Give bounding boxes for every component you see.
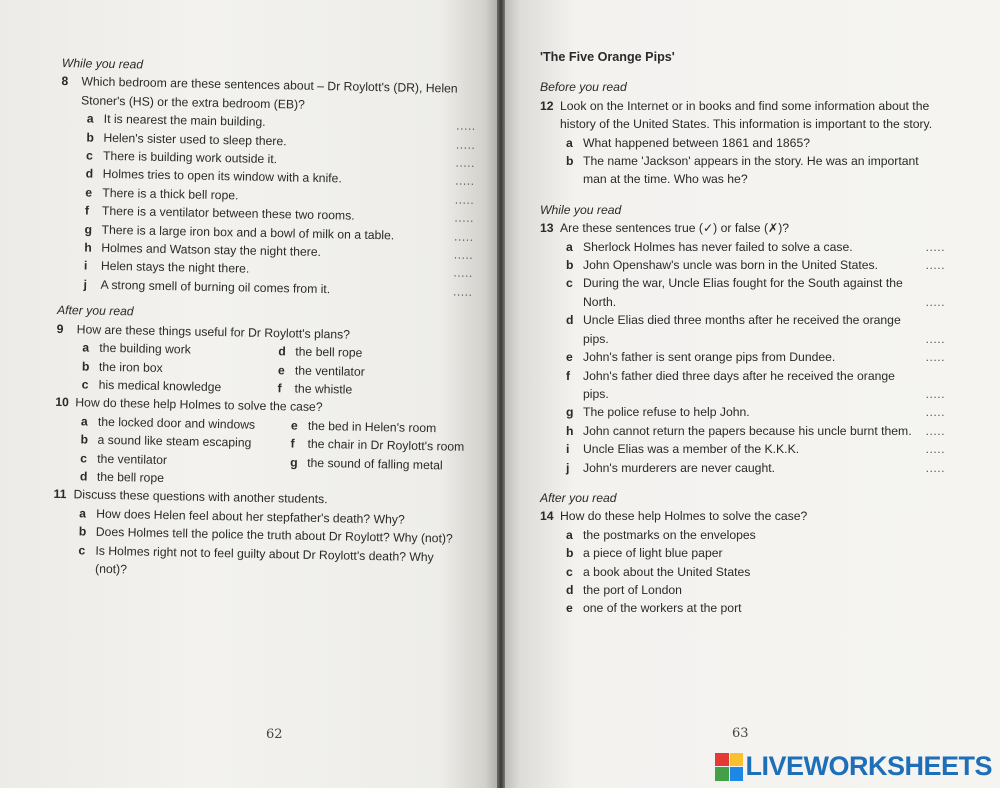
item-text: John Openshaw's uncle was born in the United States. bbox=[583, 258, 878, 273]
item-letter: d bbox=[566, 582, 574, 597]
item-letter: b bbox=[566, 258, 574, 273]
item-letter: e bbox=[566, 601, 573, 616]
item-letter: e bbox=[85, 185, 93, 200]
list-item bbox=[566, 152, 945, 189]
list-item bbox=[566, 274, 945, 311]
answer-blank[interactable]: ..... bbox=[925, 294, 945, 309]
item-letter: b bbox=[78, 524, 87, 539]
question-14 bbox=[540, 507, 945, 525]
after-you-read-heading: After you read bbox=[540, 490, 617, 505]
question-number: 10 bbox=[55, 395, 70, 410]
item-text: Sherlock Holmes has never failed to solve a case. bbox=[583, 239, 853, 254]
item-text: Does Holmes tell the police the truth about Dr Roylott? Why (not)? bbox=[95, 524, 453, 546]
list-item bbox=[290, 453, 480, 475]
item-text: the port of London bbox=[583, 582, 682, 597]
item-text: the ventilator bbox=[294, 363, 365, 379]
item-letter: c bbox=[566, 564, 573, 579]
answer-blank[interactable]: ..... bbox=[925, 405, 945, 420]
item-text: John's father died three days after he received the orange pips. bbox=[583, 368, 895, 401]
item-letter: d bbox=[278, 344, 286, 359]
item-text: Uncle Elias was a member of the K.K.K. bbox=[583, 442, 800, 457]
item-letter: h bbox=[566, 423, 574, 438]
item-text: There is a large iron box and a bowl of milk on a table. bbox=[101, 222, 395, 243]
item-text: The name 'Jackson' appears in the story. He was an important man at the time. Who was he? bbox=[583, 154, 919, 187]
item-letter: a bbox=[79, 506, 87, 521]
item-text: the building work bbox=[99, 340, 191, 357]
page-number-right: 63 bbox=[732, 726, 749, 741]
item-text: his medical knowledge bbox=[98, 377, 222, 395]
item-letter: f bbox=[277, 381, 282, 396]
question-number: 13 bbox=[540, 221, 554, 236]
question-text: How do these help Holmes to solve the case? bbox=[75, 395, 323, 415]
list-item bbox=[566, 459, 945, 477]
list-item bbox=[566, 134, 945, 152]
list-item bbox=[566, 526, 945, 544]
item-text: Is Holmes right not to feel guilty about Dr Roylott's death? Why (not)? bbox=[94, 543, 434, 577]
item-letter: f bbox=[84, 203, 90, 218]
after-you-read-heading: After you read bbox=[56, 303, 134, 319]
before-you-read-heading: Before you read bbox=[540, 80, 627, 95]
question-number: 9 bbox=[56, 321, 64, 336]
item-text: Uncle Elias died three months after he received the orange pips. bbox=[583, 313, 901, 346]
item-letter: c bbox=[566, 276, 573, 291]
liveworksheets-text: LIVEWORKSHEETS bbox=[745, 751, 992, 781]
question-number: 14 bbox=[540, 509, 554, 524]
item-letter: h bbox=[84, 240, 92, 255]
question-number: 11 bbox=[53, 487, 67, 502]
list-item bbox=[566, 311, 945, 348]
answer-blank[interactable]: ..... bbox=[455, 174, 475, 189]
item-letter: f bbox=[566, 368, 571, 383]
question-12-items bbox=[540, 134, 945, 189]
item-letter: g bbox=[84, 222, 93, 237]
item-letter: c bbox=[81, 377, 89, 392]
item-text: What happened between 1861 and 1865? bbox=[583, 135, 811, 150]
while-you-read-heading: While you read bbox=[540, 202, 622, 217]
item-letter: e bbox=[290, 418, 298, 433]
item-letter: a bbox=[566, 239, 573, 254]
item-text: a book about the United States bbox=[583, 564, 751, 579]
item-letter: b bbox=[81, 358, 90, 374]
answer-blank[interactable]: ..... bbox=[454, 229, 474, 244]
left-page-content bbox=[52, 54, 477, 585]
answer-blank[interactable]: ..... bbox=[925, 331, 945, 346]
item-letter: e bbox=[277, 362, 285, 377]
question-8-items bbox=[57, 109, 475, 301]
item-text: the iron box bbox=[98, 359, 163, 375]
item-letter: d bbox=[566, 313, 574, 328]
answer-blank[interactable]: ..... bbox=[452, 284, 473, 299]
answer-blank[interactable]: ..... bbox=[925, 350, 945, 365]
question-text: How do these help Holmes to solve the case? bbox=[560, 509, 808, 524]
question-text: Are these sentences true (✓) or false (✗)? bbox=[560, 221, 790, 236]
item-letter: c bbox=[80, 450, 88, 466]
item-text: the whistle bbox=[294, 381, 353, 397]
question-text: Which bedroom are these sentences about – Dr Roylott's (DR), Helen Stoner's (HS) or the extra bedroom (EB)? bbox=[80, 74, 458, 112]
item-text: the locked door and windows bbox=[97, 414, 256, 432]
item-text: a piece of light blue paper bbox=[583, 546, 723, 561]
item-letter: j bbox=[566, 460, 570, 475]
question-text: Look on the Internet or in books and find some information about the history of the United States. This information is important to the story. bbox=[560, 98, 933, 132]
question-14-items bbox=[540, 526, 945, 618]
list-item bbox=[566, 348, 945, 366]
page-number-left: 62 bbox=[266, 727, 283, 742]
item-text: A strong smell of burning oil comes from it. bbox=[100, 277, 331, 297]
item-text: There is a thick bell rope. bbox=[102, 185, 239, 203]
answer-blank[interactable]: ..... bbox=[456, 118, 476, 134]
item-text: the sound of falling metal bbox=[307, 455, 443, 472]
list-item bbox=[566, 367, 945, 404]
question-10-items bbox=[80, 412, 470, 493]
item-text: There is a ventilator between these two rooms. bbox=[101, 204, 355, 223]
answer-blank[interactable]: ..... bbox=[925, 386, 945, 401]
liveworksheets-watermark bbox=[715, 751, 992, 782]
item-text: Holmes and Watson stay the night there. bbox=[101, 240, 322, 260]
story-title: 'The Five Orange Pips' bbox=[540, 50, 675, 64]
item-letter: j bbox=[83, 277, 88, 292]
item-letter: a bbox=[82, 340, 90, 355]
item-letter: d bbox=[85, 166, 94, 182]
item-letter: g bbox=[290, 454, 298, 470]
question-13-items bbox=[540, 238, 945, 477]
list-item bbox=[78, 541, 468, 585]
list-item bbox=[566, 403, 945, 421]
item-letter: b bbox=[566, 546, 574, 561]
answer-blank[interactable]: ..... bbox=[454, 210, 475, 226]
list-item bbox=[566, 238, 945, 256]
answer-blank[interactable]: ..... bbox=[453, 266, 473, 281]
item-letter: a bbox=[566, 135, 573, 150]
item-letter: d bbox=[79, 469, 88, 484]
answer-blank[interactable]: ..... bbox=[925, 239, 945, 254]
item-letter: a bbox=[566, 527, 573, 542]
answer-blank[interactable]: ..... bbox=[453, 247, 474, 262]
item-text: It is nearest the main building. bbox=[103, 112, 266, 130]
item-text: The police refuse to help John. bbox=[583, 405, 750, 420]
item-letter: e bbox=[566, 350, 573, 365]
item-text: the chair in Dr Roylott's room bbox=[307, 436, 465, 454]
item-text: John cannot return the papers because his uncle burnt them. bbox=[583, 423, 912, 438]
question-number: 12 bbox=[540, 98, 554, 113]
answer-blank[interactable]: ..... bbox=[925, 460, 945, 475]
list-item bbox=[566, 581, 945, 599]
answer-blank[interactable]: ..... bbox=[455, 137, 476, 152]
item-text: There is building work outside it. bbox=[102, 148, 278, 167]
list-item bbox=[566, 440, 945, 458]
item-text: John's father is sent orange pips from Dundee. bbox=[583, 350, 836, 365]
item-letter: b bbox=[566, 154, 574, 169]
item-letter: c bbox=[85, 148, 93, 163]
item-letter: i bbox=[566, 442, 570, 457]
answer-blank[interactable]: ..... bbox=[925, 442, 945, 457]
item-text: the bell rope bbox=[96, 469, 165, 485]
list-item bbox=[566, 422, 945, 440]
item-text: the bed in Helen's room bbox=[307, 418, 437, 435]
answer-blank[interactable]: ..... bbox=[925, 258, 945, 273]
answer-blank[interactable]: ..... bbox=[925, 423, 945, 438]
question-13 bbox=[540, 219, 945, 237]
item-text: Holmes tries to open its window with a knife. bbox=[102, 167, 342, 186]
item-letter: i bbox=[83, 258, 88, 273]
question-11-items bbox=[52, 504, 468, 586]
item-text: the bell rope bbox=[295, 344, 363, 360]
item-text: During the war, Uncle Elias fought for the South against the North. bbox=[583, 276, 903, 309]
liveworksheets-logo-icon bbox=[715, 753, 743, 781]
item-text: the postmarks on the envelopes bbox=[583, 527, 756, 542]
item-letter: f bbox=[290, 436, 295, 451]
question-12 bbox=[540, 97, 945, 134]
item-letter: a bbox=[86, 111, 94, 126]
item-letter: g bbox=[566, 405, 574, 420]
question-text: Discuss these questions with another students. bbox=[73, 487, 328, 507]
book-gutter bbox=[497, 0, 505, 788]
item-text: Helen's sister used to sleep there. bbox=[103, 130, 287, 148]
item-text: Helen stays the night there. bbox=[100, 259, 250, 277]
list-item bbox=[566, 563, 945, 581]
item-text: the ventilator bbox=[97, 451, 168, 467]
list-item bbox=[566, 256, 945, 274]
item-text: John's murderers are never caught. bbox=[583, 460, 776, 475]
item-text: a sound like steam escaping bbox=[97, 432, 252, 450]
right-page-content bbox=[540, 48, 945, 618]
while-you-read-heading: While you read bbox=[61, 55, 144, 72]
list-item bbox=[566, 544, 945, 562]
question-text: How are these things useful for Dr Roylott's plans? bbox=[76, 322, 351, 342]
answer-blank[interactable]: ..... bbox=[455, 155, 476, 170]
question-number: 8 bbox=[61, 74, 69, 89]
item-letter: b bbox=[80, 432, 89, 447]
question-9-items bbox=[81, 339, 471, 402]
item-text: one of the workers at the port bbox=[583, 601, 742, 616]
item-letter: a bbox=[80, 414, 88, 429]
list-item bbox=[566, 599, 945, 617]
answer-blank[interactable]: ..... bbox=[454, 192, 475, 207]
item-text: How does Helen feel about her stepfather's death? Why? bbox=[96, 506, 405, 527]
item-letter: c bbox=[78, 542, 86, 558]
item-letter: b bbox=[86, 130, 94, 145]
